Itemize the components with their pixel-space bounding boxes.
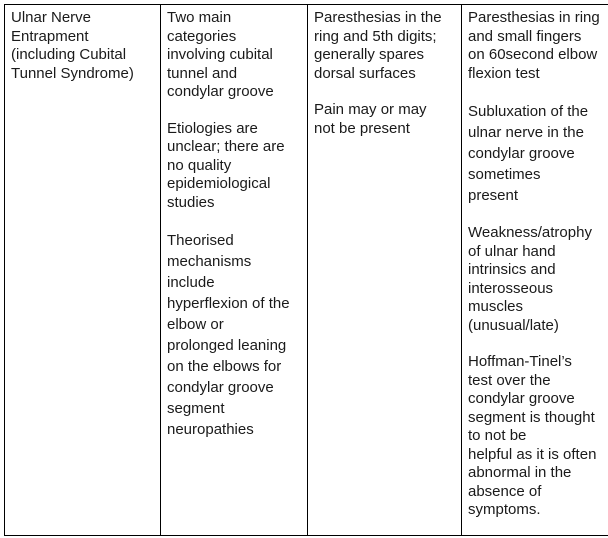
- ulnar-nerve-table: [4, 4, 608, 536]
- text-line: ring and 5th digits;: [314, 27, 437, 45]
- text-line: Theorised: [167, 232, 234, 249]
- text-line: condylar groove: [167, 379, 274, 396]
- text-line: Paresthesias in the: [314, 9, 442, 26]
- text-line: Hoffman-Tinel’s: [468, 353, 572, 370]
- text-line: symptoms.: [468, 501, 541, 518]
- text-line: on the elbows for: [167, 358, 282, 375]
- text-line: of ulnar hand: [468, 242, 556, 260]
- findings-paragraph: [468, 9, 608, 83]
- text-line: muscles: [468, 298, 524, 315]
- background-paragraph: [167, 9, 304, 102]
- text-line: Subluxation of the: [468, 103, 589, 120]
- text-line: include: [167, 274, 215, 291]
- text-line: Weakness/atrophy: [468, 224, 592, 241]
- background-paragraph: [167, 230, 304, 440]
- text-line: prolonged leaning: [167, 337, 287, 354]
- text-line: absence of: [468, 482, 542, 500]
- text-line: (including Cubital: [11, 46, 127, 63]
- text-line: intrinsics and: [468, 261, 556, 278]
- text-line: dorsal surfaces: [314, 64, 416, 82]
- text-line: flexion test: [468, 64, 540, 82]
- text-line: interosseous: [468, 279, 554, 297]
- text-line: sometimes: [468, 166, 541, 183]
- findings-paragraph: [468, 224, 608, 335]
- findings-paragraph: [468, 353, 608, 520]
- text-line: abnormal in the: [468, 464, 572, 481]
- text-line: on 60second elbow: [468, 46, 598, 63]
- text-line: segment is thought: [468, 408, 595, 426]
- condition-cell: [5, 5, 161, 536]
- text-line: test over the: [468, 371, 551, 389]
- text-line: segment: [167, 400, 225, 417]
- symptoms-cell: [308, 5, 462, 536]
- text-line: elbow or: [167, 316, 224, 333]
- text-line: condylar groove: [468, 390, 575, 407]
- text-line: Entrapment: [11, 27, 89, 45]
- text-line: present: [468, 187, 519, 204]
- text-line: hyperflexion of the: [167, 295, 290, 312]
- text-line: condylar groove: [167, 83, 274, 100]
- text-line: Ulnar Nerve: [11, 9, 92, 26]
- table-row: [5, 5, 608, 536]
- condition-name: [11, 9, 157, 83]
- text-line: and small fingers: [468, 27, 582, 45]
- text-line: Tunnel Syndrome): [11, 64, 134, 82]
- text-line: generally spares: [314, 46, 425, 63]
- symptoms-paragraph: [314, 101, 458, 138]
- text-line: mechanisms: [167, 253, 252, 270]
- text-line: involving cubital: [167, 46, 273, 63]
- background-cell: [161, 5, 308, 536]
- text-line: tunnel and: [167, 64, 238, 82]
- text-line: Pain may or may: [314, 101, 427, 118]
- text-line: helpful as it is often: [468, 445, 597, 463]
- text-line: not be present: [314, 119, 410, 137]
- text-line: neuropathies: [167, 421, 254, 438]
- text-line: categories: [167, 27, 237, 45]
- text-line: condylar groove: [468, 145, 575, 162]
- text-line: no quality: [167, 156, 232, 174]
- text-line: to not be: [468, 427, 527, 444]
- text-line: Etiologies are: [167, 119, 258, 137]
- text-line: ulnar nerve in the: [468, 124, 584, 141]
- text-line: epidemiological: [167, 175, 271, 192]
- text-line: unclear; there are: [167, 138, 285, 155]
- text-line: (unusual/late): [468, 316, 559, 334]
- findings-paragraph: [468, 101, 608, 206]
- findings-cell: [462, 5, 608, 536]
- text-line: Paresthesias in ring: [468, 9, 600, 26]
- background-paragraph: [167, 120, 304, 213]
- symptoms-paragraph: [314, 9, 458, 83]
- text-line: Two main: [167, 9, 232, 26]
- text-line: studies: [167, 193, 215, 211]
